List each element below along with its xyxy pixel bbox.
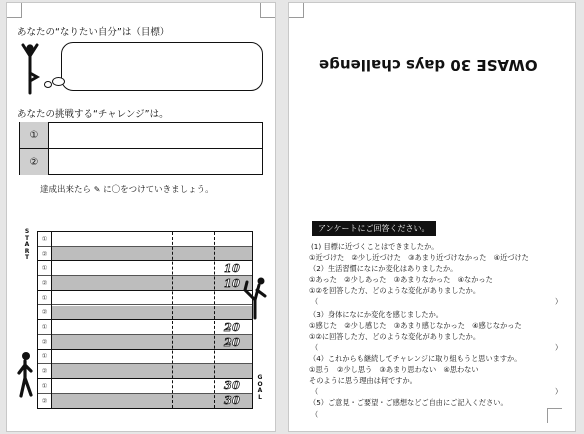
answer-open-paren[interactable]: （ (311, 410, 319, 419)
grid-num: ② (38, 276, 52, 290)
question-5: （5）ご意見・ご要望・ご感想などご自由にご記入ください。 (309, 398, 508, 407)
challenge-label: あなたの挑戦する“チャレンジ”は。 (17, 109, 169, 120)
question-2-follow: ①②を回答した方、どのような変化がありましたか。 (309, 286, 481, 295)
start-label: START (24, 228, 30, 261)
grid-row[interactable] (38, 335, 252, 350)
day-label-20: 20 (224, 336, 241, 349)
question-3: （3）身体になにか変化を感じましたか。 (309, 310, 443, 319)
question-1: (1) 目標に近づくことはできましたか。 (311, 242, 439, 251)
question-2: （2）生活習慣になにか変化はありましたか。 (309, 264, 458, 273)
question-2-options: ①あった ②少しあった ③あまりなかった ④なかった (309, 275, 493, 284)
grid-num: ① (38, 291, 52, 305)
grid-row[interactable] (38, 232, 252, 247)
grid-num: ① (38, 379, 52, 393)
row-number: ① (20, 122, 49, 148)
grid-num: ② (38, 394, 52, 409)
thought-dot (52, 77, 65, 86)
mirrored-title: OWASE 30 days challenge (319, 56, 538, 74)
grid-num: ① (38, 320, 52, 334)
grid-row[interactable] (38, 306, 252, 321)
grid-row[interactable] (38, 320, 252, 335)
grid-row[interactable] (38, 350, 252, 365)
grid-divider (214, 232, 215, 408)
answer-open-paren[interactable]: （ (311, 343, 319, 352)
goal-label: GOAL (257, 374, 263, 401)
challenge-row[interactable] (20, 148, 262, 175)
answer-close-paren: ） (555, 297, 563, 306)
question-3-options: ①感じた ②少し感じた ③あまり感じなかった ④感じなかった (309, 321, 522, 330)
progress-grid (37, 231, 253, 409)
challenge-row[interactable] (20, 122, 262, 148)
survey-title: アンケートにご回答ください。 (312, 221, 436, 236)
grid-row[interactable] (38, 276, 252, 291)
left-page (6, 2, 276, 432)
check-icon: ✎ (93, 185, 101, 194)
grid-num: ② (38, 306, 52, 320)
yoga-balance-figure-icon (241, 276, 269, 320)
grid-row[interactable] (38, 291, 252, 306)
grid-row[interactable] (38, 261, 252, 276)
question-4-follow: そのように思う理由は何ですか。 (309, 376, 417, 385)
day-label-20: 20 (224, 321, 241, 334)
day-label-30: 30 (224, 394, 241, 407)
answer-close-paren: ） (555, 387, 563, 396)
grid-num: ② (38, 335, 52, 349)
thought-dot (44, 81, 52, 88)
crop-mark (547, 408, 562, 423)
grid-edge (51, 232, 52, 408)
grid-num: ① (38, 261, 52, 275)
crop-mark (260, 3, 275, 18)
grid-row[interactable] (38, 247, 252, 262)
runner-figure-icon (15, 351, 37, 399)
goal-bubble[interactable] (61, 42, 263, 91)
challenge-table (19, 122, 263, 175)
grid-divider (172, 232, 173, 408)
day-label-30: 30 (224, 379, 241, 392)
instruction-text (40, 183, 214, 195)
right-page (288, 2, 576, 432)
question-4-options: ①思う ②少し思う ③あまり思わない ④思わない (309, 365, 479, 374)
row-number: ② (20, 149, 49, 175)
grid-num: ① (38, 350, 52, 364)
ideal-self-label: あなたの“なりたい自分”は（目標） (17, 27, 170, 38)
answer-open-paren[interactable]: （ (311, 387, 319, 396)
grid-num: ② (38, 364, 52, 378)
answer-close-paren: ） (555, 343, 563, 352)
grid-row[interactable] (38, 364, 252, 379)
question-4: （4）これからも継続してチャレンジに取り組もうと思いますか。 (309, 354, 522, 363)
grid-num: ① (38, 232, 52, 246)
question-1-options: ①近づけた ②少し近づけた ③あまり近づけなかった ④近づけた (309, 253, 529, 262)
instruction-end: に〇をつけていきましょう。 (103, 185, 214, 195)
grid-num: ② (38, 247, 52, 261)
crop-mark (7, 3, 22, 18)
day-label-10: 10 (224, 277, 241, 290)
grid-row[interactable] (38, 394, 252, 409)
answer-open-paren[interactable]: （ (311, 297, 319, 306)
grid-row[interactable] (38, 379, 252, 394)
instruction-label: 達成出来たら (40, 185, 92, 195)
question-3-follow: ①②に回答した方、どのような変化がありましたか。 (309, 332, 481, 341)
crop-mark (289, 3, 304, 18)
yoga-tree-pose-icon (19, 43, 41, 95)
day-label-10: 10 (224, 262, 241, 275)
